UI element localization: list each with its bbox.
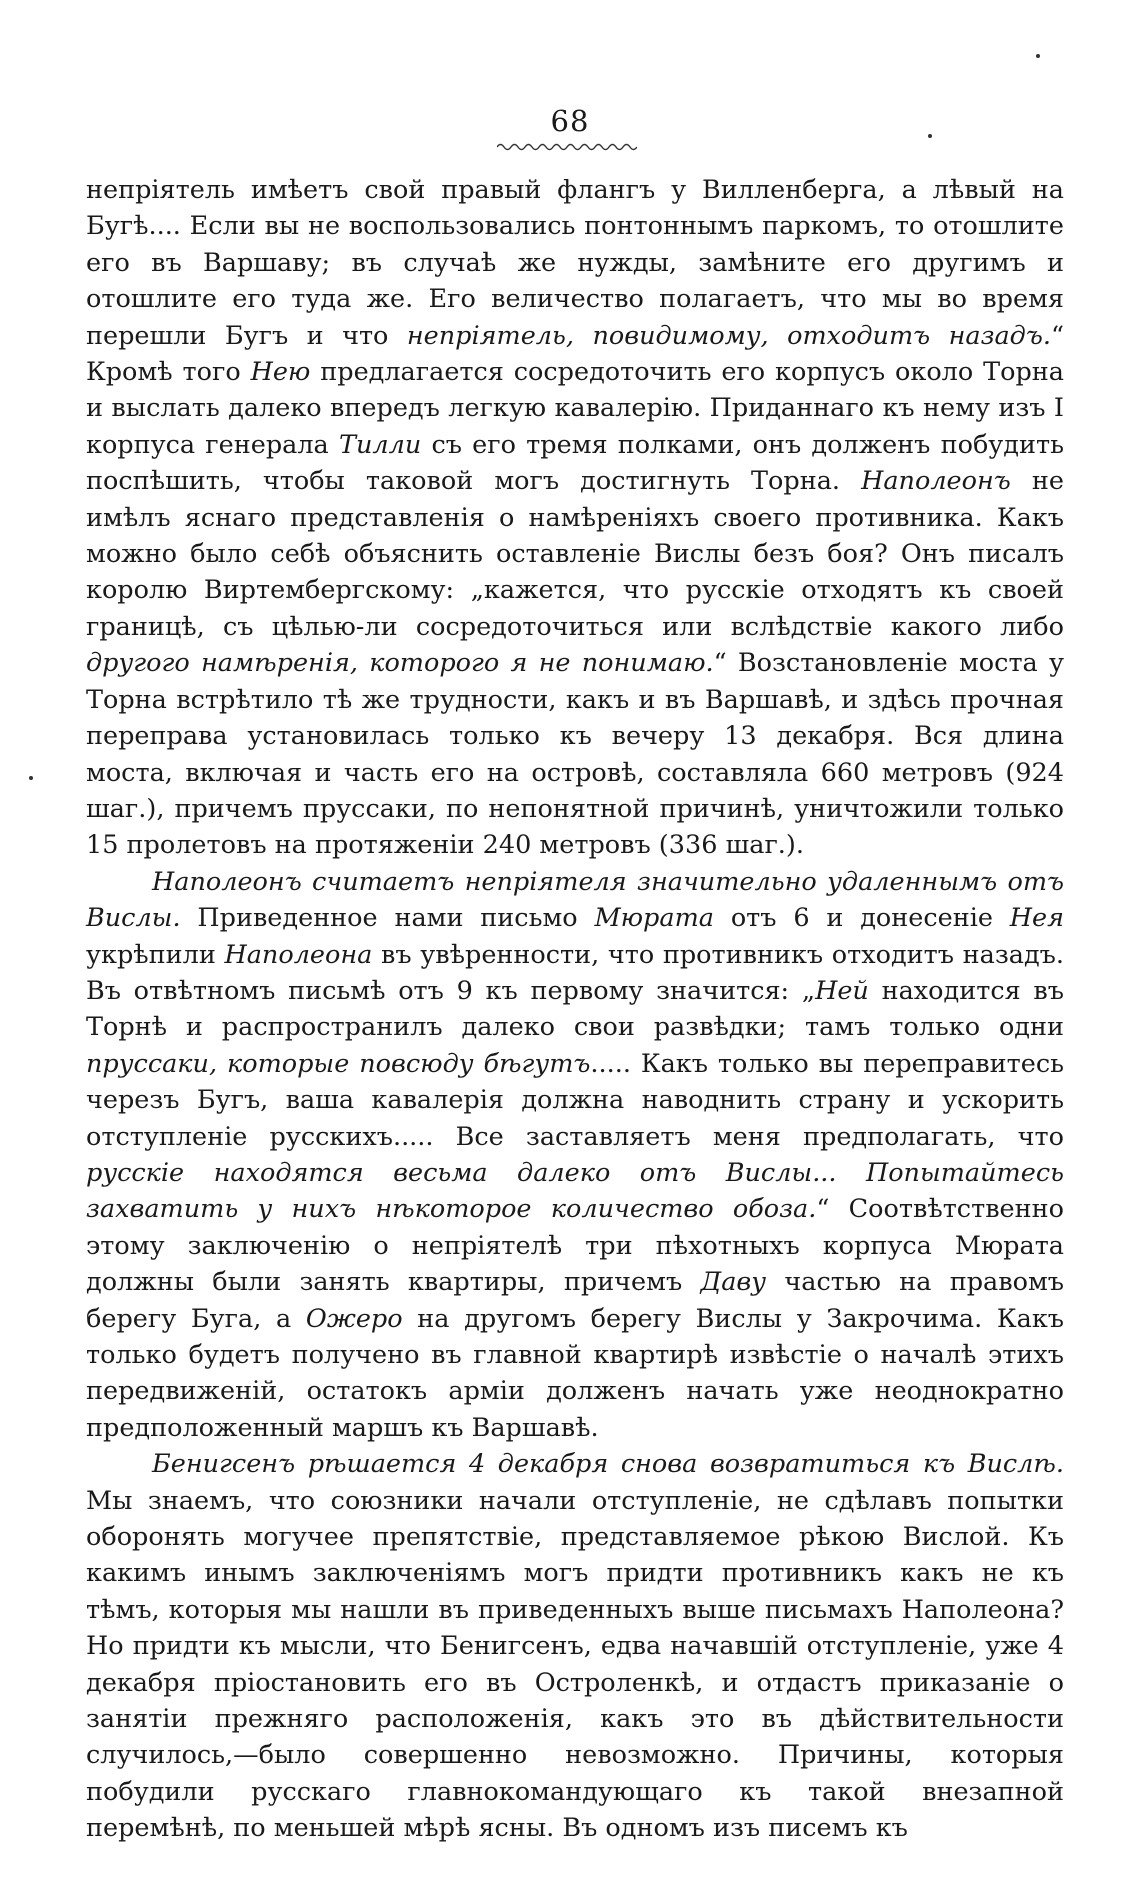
- italic-emphasis: русскіе находятся весьма далеко отъ Вислы... Попытайтесь захватить у нихъ нѣкоторое количество обоза.: [86, 1157, 1064, 1225]
- text-run: въ увѣренности, что противникъ отходитъ назадъ. Въ отвѣтномъ письмѣ отъ 9 къ первому значится: „: [86, 939, 1064, 1006]
- italic-emphasis: Наполеонъ: [861, 466, 1011, 497]
- italic-emphasis: непріятель, повидимому, отходитъ назадъ.: [406, 320, 1051, 351]
- text-run: не имѣлъ яснаго представленія о намѣреніяхъ своего противника. Какъ можно было себѣ объяснить оставленіе Вислы безъ боя? Онъ писалъ королю Виртембергскому: „кажется, что русскіе отходятъ къ своей границѣ, съ цѣлью-ли сосредоточиться или вслѣдствіе какого либо: [86, 466, 1064, 642]
- italic-emphasis: Нею: [250, 357, 311, 388]
- text-run: ..... Какъ только вы переправитесь черезъ Бугъ, ваша кавалерія должна наводнить страну и ускорить отступленіе русскихъ..... Все заставляетъ меня предполагать, что: [86, 1048, 1064, 1152]
- italic-emphasis: Бенигсенъ рѣшается 4 декабря снова возвратиться къ Вислѣ.: [152, 1449, 1064, 1480]
- paragraph: [86, 172, 1064, 864]
- italic-emphasis: Ней: [815, 975, 869, 1006]
- text-run: находится въ Торнѣ и распространилъ далеко свои развѣдки; тамъ только одни: [86, 975, 1064, 1043]
- italic-emphasis: другого намѣренія, которого я не понимаю.: [86, 648, 714, 679]
- text-run: “ Возстановленіе моста у Торна встрѣтило тѣ же трудности, какъ и въ Варшавѣ, и здѣсь прочная переправа установилась только къ вечеру 13 декабря. Вся длина моста, включая и часть его на островѣ, составляла 660 метровъ (924 шаг.), причемъ пруссаки, по непонятной причинѣ, уничтожили только 15 пролетовъ на протяженіи 240 метровъ (336 шаг.).: [86, 648, 1064, 861]
- page-number: 68: [550, 104, 590, 138]
- text-run: отъ 6 и донесеніе: [713, 903, 1010, 934]
- print-speck: [1036, 54, 1040, 58]
- italic-emphasis: Мюрата: [594, 903, 714, 934]
- italic-emphasis: Нея: [1009, 903, 1065, 934]
- text-run: “ Кромѣ того: [86, 320, 1064, 388]
- italic-emphasis: Тилли: [338, 429, 422, 460]
- text-run: Приведенное нами письмо: [180, 903, 595, 934]
- text-run: съ его тремя полками, онъ долженъ побудить поспѣшить, чтобы таковой могъ достигнуть Торна.: [86, 429, 1064, 497]
- italic-emphasis: пруссаки, которые повсюду бѣгутъ: [86, 1048, 591, 1079]
- text-run: на другомъ берегу Вислы у Закрочима. Какъ только будетъ получено въ главной квартирѣ извѣстіе о началѣ этихъ передвиженій, остатокъ арміи долженъ начать уже неоднократно предположенный маршъ къ Варшавѣ.: [86, 1303, 1064, 1443]
- text-run: “ Соотвѣтственно этому заключенію о непріятелѣ три пѣхотныхъ корпуса Мюрата должны были занять квартиры, причемъ: [86, 1194, 1064, 1298]
- italic-emphasis: Наполеона: [224, 939, 373, 970]
- text-run: предлагается сосредоточить его корпусъ около Торна и выслать далеко впередъ легкую кавалерію. Приданнаго къ нему изъ I корпуса генерала: [86, 357, 1064, 460]
- text-run: Мы знаемъ, что союзники начали отступленіе, не сдѣлавъ попытки оборонять могучее препятствіе, представляемое рѣкою Вислой. Къ какимъ инымъ заключеніямъ могъ придти противникъ какъ не къ тѣмъ, которыя мы нашли въ приведенныхъ выше письмахъ Наполеона? Но придти къ мысли, что Бенигсенъ, едва начавшій отступленіе, уже 4 декабря пріостановить его въ Остроленкѣ, и отдастъ приказаніе о занятіи прежняго расположенія, какъ это въ дѣйствительности случилось,—было совершенно невозможно. Причины, которыя побудили русскаго главнокомандующаго къ такой внезапной перемѣнѣ, по меньшей мѣрѣ ясны. Въ одномъ изъ писемъ къ: [86, 1485, 1064, 1844]
- paragraph: [86, 1446, 1064, 1846]
- text-run: непріятель имѣетъ свой правый флангъ у Вилленберга, а лѣвый на Бугѣ.... Если вы не воспользовались понтоннымъ паркомъ, то отошлите его въ Варшаву; въ случаѣ же нужды, замѣните его другимъ и отошлите его туда же. Его величество полагаетъ, что мы во время перешли Бугъ и что: [86, 175, 1064, 351]
- print-speck: [928, 134, 932, 138]
- print-speck: [29, 776, 33, 780]
- text-run: укрѣпили: [86, 939, 225, 970]
- paragraph: [86, 864, 1064, 1447]
- italic-emphasis: Даву: [700, 1267, 767, 1298]
- body-text: [86, 172, 1064, 1847]
- wavy-rule-ornament: [497, 142, 637, 152]
- italic-emphasis: Ожеро: [305, 1303, 403, 1334]
- text-run: частью на правомъ берегу Буга, а: [86, 1267, 1064, 1334]
- italic-emphasis: Наполеонъ считаетъ непріятеля значительно удаленнымъ отъ Вислы.: [86, 866, 1064, 934]
